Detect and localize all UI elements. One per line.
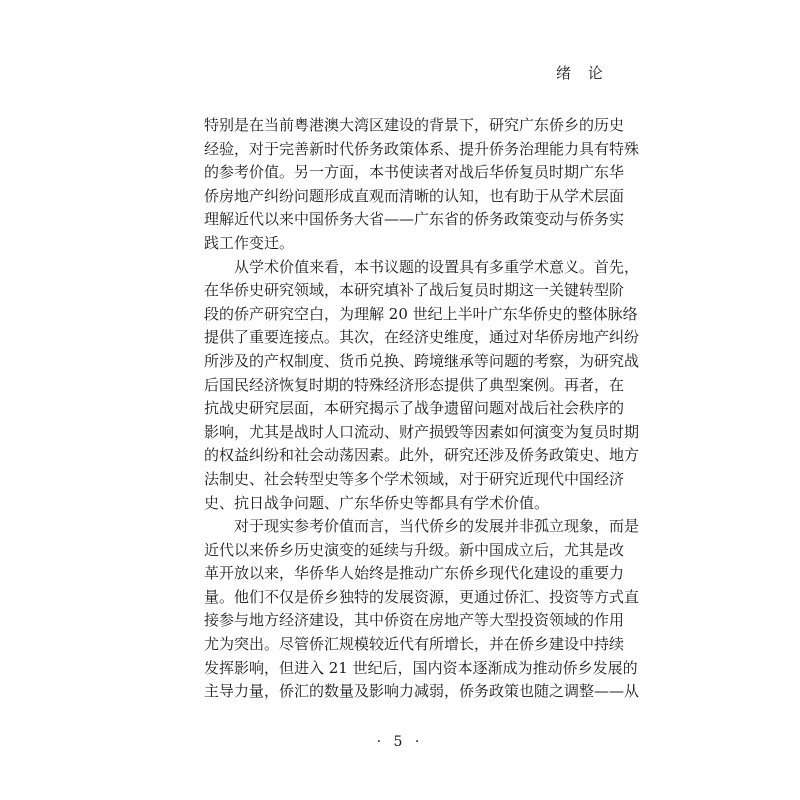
text-line: 主导力量，侨汇的数量及影响力减弱，侨务政策也随之调整——从 [204,682,640,701]
running-header: 绪 论 [556,64,609,82]
text-line: 在华侨史研究领域，本研究填补了战后复员时期这一关键转型阶 [204,281,625,300]
text-line: 经验，对于完善新时代侨务政策体系、提升侨务治理能力具有特殊 [204,139,640,158]
text-line: 的参考价值。另一方面，本书使读者对战后华侨复员时期广东华 [204,163,625,182]
text-line: 的权益纠纷和社会动荡因素。此外，研究还涉及侨务政策史、地方 [204,446,640,465]
text-line: 史、抗日战争问题、广东华侨史等都具有学术价值。 [204,493,550,512]
text-line: 法制史、社会转型史等多个学术领域，对于研究近现代中国经济 [204,469,625,488]
text-line: 量。他们不仅是侨乡独特的发展资源，更通过侨汇、投资等方式直 [204,587,640,606]
text-line: 从学术价值来看，本书议题的设置具有多重学术意义。首先， [234,257,640,276]
text-line: 理解近代以来中国侨务大省——广东省的侨务政策变动与侨务实 [204,210,625,229]
text-line: 革开放以来，华侨华人始终是推动广东侨乡现代化建设的重要力 [204,564,625,583]
page-number: · 5 · [376,734,424,750]
text-line: 对于现实参考价值而言，当代侨乡的发展并非孤立现象，而是 [234,517,640,536]
text-line: 后国民经济恢复时期的特殊经济形态提供了典型案例。再者，在 [204,375,625,394]
body-text [204,114,640,704]
text-line: 侨房地产纠纷问题形成直观而清晰的认知，也有助于从学术层面 [204,186,625,205]
text-line: 抗战史研究层面，本研究揭示了战争遗留问题对战后社会秩序的 [204,399,625,418]
text-line: 尤为突出。尽管侨汇规模较近代有所增长，并在侨乡建设中持续 [204,635,625,654]
text-line: 发挥影响，但进入 21 世纪后，国内资本逐渐成为推动侨乡发展的 [204,658,638,677]
text-line: 践工作变迁。 [204,233,295,252]
text-line: 近代以来侨乡历史演变的延续与升级。新中国成立后，尤其是改 [204,540,625,559]
text-line: 接参与地方经济建设，其中侨资在房地产等大型投资领域的作用 [204,611,625,630]
text-line: 影响，尤其是战时人口流动、财产损毁等因素如何演变为复员时期 [204,422,640,441]
text-line: 特别是在当前粤港澳大湾区建设的背景下，研究广东侨乡的历史 [204,116,625,134]
text-line: 段的侨产研究空白，为理解 20 世纪上半叶广东华侨史的整体脉络 [204,304,638,323]
text-line: 所涉及的产权制度、货币兑换、跨境继承等问题的考察，为研究战 [204,351,640,370]
text-line: 提供了重要连接点。其次，在经济史维度，通过对华侨房地产纠纷 [204,328,640,347]
